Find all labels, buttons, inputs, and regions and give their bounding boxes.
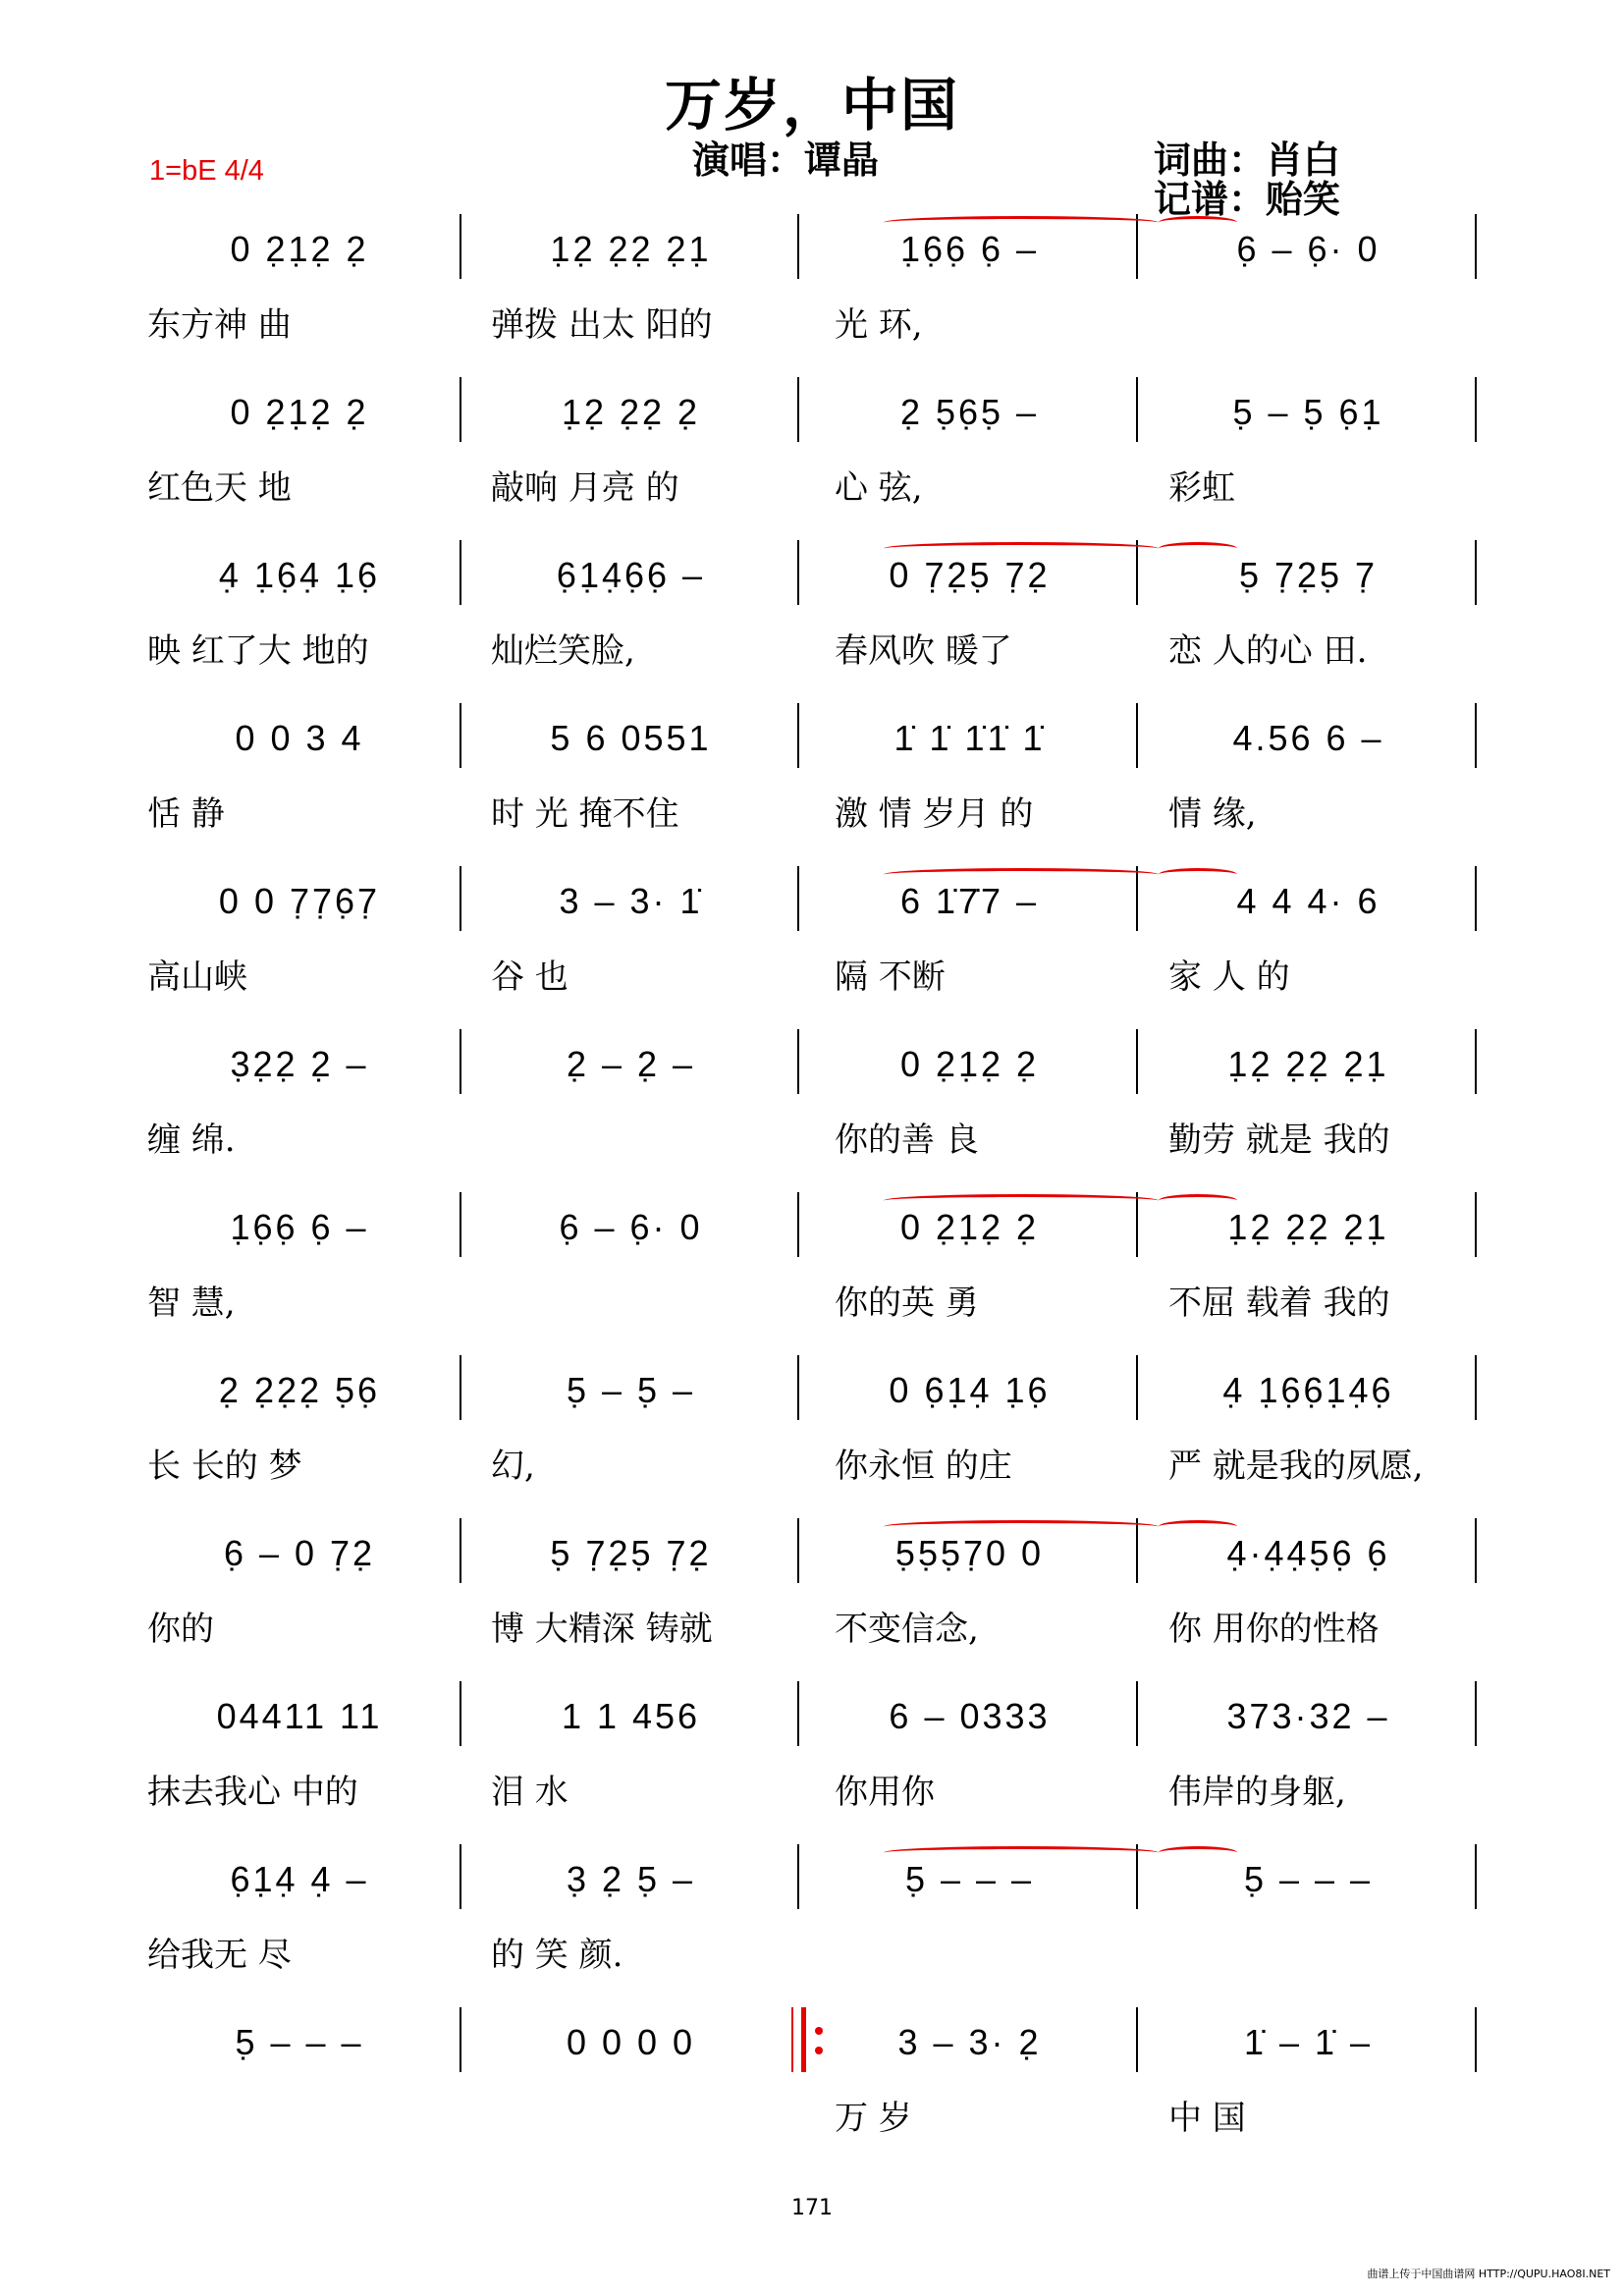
- measure-notes: 6̣1̣4̣6̣6̣ –: [556, 555, 706, 595]
- lyric-line: [0, 462, 1624, 515]
- barline: [797, 703, 799, 768]
- lyric-text: 恋 人的心 田.: [1168, 631, 1368, 671]
- lyric-line: [0, 1766, 1624, 1819]
- measure-notes: 1̣2̣ 2̣2̣ 2̣1̣: [550, 229, 712, 269]
- measure-notes: 5̣5̣5̣7̣0 0: [894, 1533, 1045, 1573]
- barline: [1475, 703, 1477, 768]
- slur-mark: [884, 1194, 1159, 1207]
- lyric-text: 恬 静: [147, 794, 225, 834]
- lyric-text: 泪 水: [491, 1773, 568, 1812]
- lyric-line: [0, 1929, 1624, 1982]
- measure-notes: 1̣2̣ 2̣2̣ 2̣1̣: [1227, 1044, 1389, 1084]
- notation-system: [0, 1675, 1624, 1764]
- lyric-text: 伟岸的身躯,: [1168, 1773, 1346, 1812]
- lyric-text: 你的善 良: [835, 1121, 979, 1160]
- barline: [1475, 1192, 1477, 1257]
- barline: [797, 1518, 799, 1583]
- lyric-text: 你用你: [835, 1773, 935, 1812]
- measure-notes: 0 0 3 4: [235, 718, 364, 758]
- barline: [1475, 1355, 1477, 1420]
- barline: [797, 540, 799, 605]
- lyric-text: 隔 不断: [835, 957, 946, 997]
- slur-mark: [884, 542, 1159, 555]
- singer-credit: 演唱：谭晶: [692, 137, 880, 182]
- barline: [460, 1844, 461, 1909]
- barline: [1475, 377, 1477, 442]
- lyric-text: 东方神 曲: [147, 305, 292, 345]
- lyric-line: [0, 1603, 1624, 1656]
- barline: [1475, 866, 1477, 931]
- barline: [1475, 2007, 1477, 2072]
- footer-credit: 曲谱上传于中国曲谱网 HTTP://QUPU.HAO8I.NET: [1367, 2268, 1610, 2280]
- lyric-text: 彩虹: [1168, 468, 1235, 508]
- measure-notes: 2̣ 2̣2̣2̣ 5̣6̣: [218, 1370, 381, 1410]
- barline: [460, 1355, 461, 1420]
- measure-notes: 4 4 4· 6: [1236, 881, 1380, 921]
- barline: [460, 866, 461, 931]
- measure-notes: 0 0 0 0: [566, 2022, 696, 2062]
- measure-notes: 1̇ – 1̇ –: [1243, 2022, 1374, 2062]
- measure-notes: 4̣·4̣4̣5̣6̣ 6̣: [1226, 1533, 1390, 1573]
- lyric-text: 长 长的 梦: [147, 1447, 302, 1486]
- measure-notes: 1 1 456: [561, 1696, 701, 1736]
- barline: [460, 1029, 461, 1094]
- slur-mark: [1159, 1520, 1237, 1533]
- slur-mark: [1159, 216, 1237, 229]
- notation-system: [0, 1838, 1624, 1927]
- measure-notes: 5 6 0551: [550, 718, 712, 758]
- measure-notes: 0 2̣1̣2̣ 2̣: [899, 1207, 1040, 1247]
- slur-mark: [1159, 542, 1237, 555]
- notation-system: [0, 1023, 1624, 1112]
- measure-notes: 1̇ 1̇ 1̇1̇ 1̇: [893, 718, 1046, 758]
- lyric-line: [0, 788, 1624, 841]
- lyric-text: 你的: [147, 1610, 214, 1649]
- lyric-text: 你 用你的性格: [1168, 1610, 1380, 1649]
- measure-notes: 3 – 3· 2̣: [897, 2022, 1042, 2062]
- barline: [460, 1192, 461, 1257]
- measure-notes: 0 2̣1̣2̣ 2̣: [230, 392, 369, 432]
- lyric-text: 博 大精深 铸就: [491, 1610, 713, 1649]
- measure-notes: 4̣ 1̣6̣6̣1̣4̣6̣: [1222, 1370, 1394, 1410]
- lyric-text: 幻,: [491, 1447, 535, 1486]
- lyric-text: 灿烂笑脸,: [491, 631, 635, 671]
- key-signature: 1=bE 4/4: [149, 155, 264, 187]
- barline: [797, 1844, 799, 1909]
- measure-notes: 2̣ – 2̣ –: [566, 1044, 696, 1084]
- measure-notes: 2̣ 5̣6̣5̣ –: [899, 392, 1040, 432]
- barline: [460, 1681, 461, 1746]
- lyric-line: [0, 625, 1624, 678]
- barline: [1136, 377, 1138, 442]
- measure-notes: 373·32 –: [1226, 1696, 1390, 1736]
- lyric-line: [0, 1277, 1624, 1330]
- notation-system: [0, 860, 1624, 949]
- measure-notes: 0 2̣1̣2̣ 2̣: [899, 1044, 1040, 1084]
- lyric-line: [0, 2092, 1624, 2145]
- measure-notes: 5̣ 7̣2̣5̣ 7̣: [1238, 555, 1379, 595]
- measure-notes: 5̣ – – –: [904, 1859, 1035, 1899]
- measure-notes: 4.56 6 –: [1232, 718, 1384, 758]
- barline: [797, 1355, 799, 1420]
- barline: [797, 214, 799, 279]
- lyric-line: [0, 951, 1624, 1004]
- barline: [1475, 1844, 1477, 1909]
- barline: [460, 703, 461, 768]
- measure-notes: 3 – 3· 1̇: [559, 881, 703, 921]
- lyric-line: [0, 1440, 1624, 1493]
- transcriber-credit: 记谱：贻笑: [1154, 177, 1341, 221]
- slur-mark: [884, 868, 1159, 881]
- measure-notes: 3̣ 2̣ 5̣ –: [566, 1859, 696, 1899]
- notation-system: [0, 534, 1624, 623]
- barline: [797, 377, 799, 442]
- measure-notes: 6̣ – 6̣· 0: [559, 1207, 703, 1247]
- slur-mark: [884, 216, 1159, 229]
- measure-notes: 0 7̣2̣5̣ 7̣2̣: [889, 555, 1051, 595]
- lyric-text: 时 光 掩不住: [491, 794, 679, 834]
- measure-notes: 5̣ 7̣2̣5̣ 7̣2̣: [550, 1533, 712, 1573]
- lyric-text: 光 环,: [835, 305, 923, 345]
- lyric-text: 映 红了大 地的: [147, 631, 369, 671]
- notation-system: [0, 2001, 1624, 2090]
- lyric-text: 红色天 地: [147, 468, 292, 508]
- barline: [1475, 1681, 1477, 1746]
- measure-notes: 0 6̣1̣4̣ 1̣6̣: [889, 1370, 1051, 1410]
- measure-notes: 1̣6̣6̣ 6̣ –: [899, 229, 1040, 269]
- lyric-text: 的 笑 颜.: [491, 1936, 623, 1975]
- measure-notes: 6 1̇7̇7 –: [899, 881, 1040, 921]
- slur-mark: [884, 1846, 1159, 1859]
- barline: [460, 1518, 461, 1583]
- lyric-text: 弹拨 出太 阳的: [491, 305, 713, 345]
- measure-notes: 1̣2̣ 2̣2̣ 2̣1̣: [1227, 1207, 1389, 1247]
- notation-system: [0, 1349, 1624, 1438]
- measure-notes: 5̣ – – –: [1243, 1859, 1374, 1899]
- barline: [797, 1192, 799, 1257]
- lyric-text: 智 慧,: [147, 1284, 236, 1323]
- measure-notes: 6̣1̣4̣ 4̣ –: [230, 1859, 369, 1899]
- measure-notes: 6̣ – 0 7̣2̣: [223, 1533, 376, 1573]
- notation-system: [0, 697, 1624, 786]
- measure-notes: 5̣ – 5̣ 6̣1̣: [1232, 392, 1384, 432]
- slur-mark: [1159, 1194, 1237, 1207]
- barline: [1136, 1681, 1138, 1746]
- lyric-text: 情 缘,: [1168, 794, 1257, 834]
- barline: [797, 1681, 799, 1746]
- barline: [1136, 1029, 1138, 1094]
- notation-system: [0, 1512, 1624, 1601]
- lyric-text: 中 国: [1168, 2099, 1246, 2138]
- lyric-text: 高山峡: [147, 957, 247, 997]
- barline: [1475, 1518, 1477, 1583]
- measure-notes: 5̣ – 5̣ –: [566, 1370, 696, 1410]
- lyric-text: 勤劳 就是 我的: [1168, 1121, 1390, 1160]
- lyric-text: 春风吹 暖了: [835, 631, 1012, 671]
- measure-notes: 6̣ – 6̣· 0: [1236, 229, 1380, 269]
- lyric-text: 严 就是我的夙愿,: [1168, 1447, 1424, 1486]
- lyric-text: 心 弦,: [835, 468, 923, 508]
- barline: [1136, 703, 1138, 768]
- barline: [1136, 2007, 1138, 2072]
- lyric-text: 给我无 尽: [147, 1936, 292, 1975]
- barline: [1475, 540, 1477, 605]
- measure-notes: 0 2̣1̣2̣ 2̣: [230, 229, 369, 269]
- barline: [460, 377, 461, 442]
- measure-notes: 0 0 7̣7̣6̣7̣: [218, 881, 381, 921]
- lyric-text: 不变信念,: [835, 1610, 979, 1649]
- page-number: 171: [791, 2196, 833, 2220]
- slur-mark: [1159, 1846, 1237, 1859]
- notation-system: [0, 1186, 1624, 1275]
- notation-system: [0, 371, 1624, 460]
- lyric-line: [0, 1114, 1624, 1167]
- measure-notes: 4̣ 1̣6̣4̣ 1̣6̣: [218, 555, 381, 595]
- lyricist-credit: 词曲：肖白: [1154, 137, 1341, 182]
- slur-mark: [884, 1520, 1159, 1533]
- lyric-line: [0, 299, 1624, 352]
- lyric-text: 万 岁: [835, 2099, 912, 2138]
- slur-mark: [1159, 868, 1237, 881]
- barline: [1475, 214, 1477, 279]
- notation-system: [0, 208, 1624, 297]
- measure-notes: 1̣6̣6̣ 6̣ –: [230, 1207, 369, 1247]
- barline: [797, 1029, 799, 1094]
- measure-notes: 6 – 0333: [889, 1696, 1051, 1736]
- lyric-text: 谷 也: [491, 957, 568, 997]
- lyric-text: 激 情 岁月 的: [835, 794, 1034, 834]
- lyric-text: 不屈 载着 我的: [1168, 1284, 1390, 1323]
- measure-notes: 3̣2̣2̣ 2̣ –: [230, 1044, 369, 1084]
- barline: [460, 2007, 461, 2072]
- barline: [460, 214, 461, 279]
- barline: [460, 540, 461, 605]
- measure-notes: 04411 11: [216, 1696, 383, 1736]
- barline: [1475, 1029, 1477, 1094]
- lyric-text: 缠 绵.: [147, 1121, 236, 1160]
- lyric-text: 你永恒 的庄: [835, 1447, 1012, 1486]
- barline: [1136, 1355, 1138, 1420]
- barline: [797, 866, 799, 931]
- lyric-text: 家 人 的: [1168, 957, 1290, 997]
- measure-notes: 1̣2̣ 2̣2̣ 2̣: [561, 392, 701, 432]
- lyric-text: 敲响 月亮 的: [491, 468, 679, 508]
- measure-notes: 5̣ – – –: [235, 2022, 364, 2062]
- lyric-text: 抹去我心 中的: [147, 1773, 358, 1812]
- lyric-text: 你的英 勇: [835, 1284, 979, 1323]
- page-title: 万岁，中国: [664, 72, 959, 138]
